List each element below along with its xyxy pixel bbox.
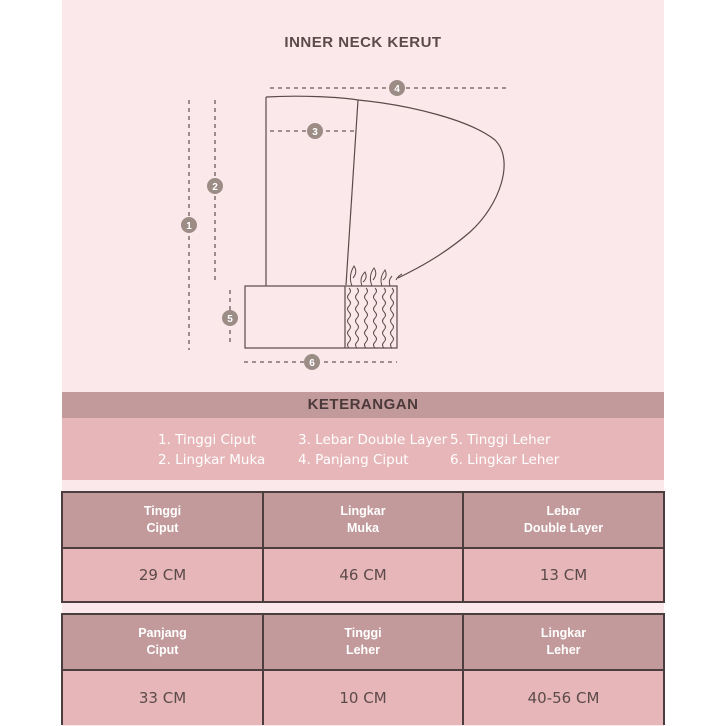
table-value-cell: 46 CM (264, 549, 462, 601)
marker-5: 5 (227, 314, 233, 325)
legend-item-4: 4. Panjang Ciput (298, 452, 409, 468)
marker-1: 1 (186, 221, 192, 232)
header-line: Tinggi (344, 626, 382, 640)
keterangan-heading: KETERANGAN (62, 392, 664, 418)
table-value-cell: 40-56 CM (464, 671, 663, 725)
legend-item-6: 6. Lingkar Leher (450, 452, 560, 468)
header-line: Muka (347, 521, 379, 535)
header-line: Ciput (146, 521, 179, 535)
header-line: Leher (345, 643, 381, 657)
table-header-cell (264, 493, 462, 547)
page-title: INNER NECK KERUT (284, 34, 442, 51)
header-line: Panjang (138, 626, 187, 640)
table-value-cell: 10 CM (264, 671, 462, 725)
table-header-cell (464, 493, 663, 547)
marker-4: 4 (394, 84, 400, 95)
table-header-cell (63, 493, 262, 547)
table-header-cell (63, 615, 262, 669)
table-value-cell: 29 CM (63, 549, 262, 601)
legend-item-2: 2. Lingkar Muka (158, 452, 266, 468)
marker-3: 3 (312, 127, 318, 138)
header-line: Tinggi (143, 504, 182, 518)
size-table-1 (61, 491, 665, 603)
table-value-cell: 13 CM (464, 549, 663, 601)
legend-item-1: 1. Tinggi Ciput (158, 432, 257, 448)
keterangan-legend (62, 418, 664, 480)
table-header-cell (464, 615, 663, 669)
header-line: Lebar (546, 504, 581, 518)
table-header-cell (264, 615, 462, 669)
garment-diagram (62, 70, 664, 380)
header-line: Ciput (146, 643, 179, 657)
header-line: Lingkar (540, 626, 587, 640)
header-line: Leher (546, 643, 581, 657)
header-line: Lingkar (340, 504, 386, 518)
legend-item-5: 5. Tinggi Leher (450, 432, 551, 448)
size-table-2 (61, 613, 665, 725)
table-value-cell: 33 CM (63, 671, 262, 725)
measurement-markers (181, 80, 405, 370)
marker-6: 6 (309, 358, 315, 369)
legend-item-3: 3. Lebar Double Layer (298, 432, 448, 448)
header-line: Double Layer (523, 521, 604, 535)
marker-2: 2 (212, 182, 218, 193)
